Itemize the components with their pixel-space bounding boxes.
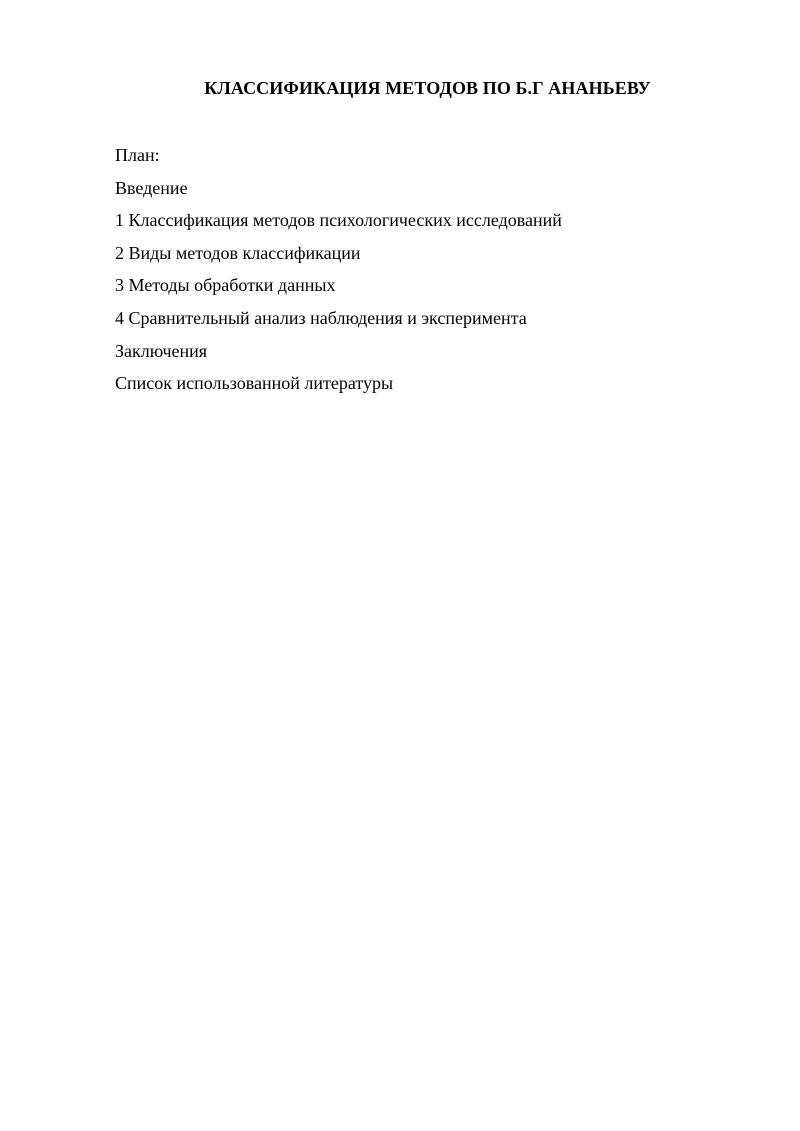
plan-list xyxy=(115,172,735,400)
plan-item-chapter-1: 1 Классификация методов психологических исследований xyxy=(115,210,562,231)
plan-heading: План: xyxy=(115,145,160,165)
plan-item-conclusion: Заключения xyxy=(115,340,208,361)
plan-item-chapter-4: 4 Сравнительный анализ наблюдения и эксперимента xyxy=(115,307,527,328)
plan-item-chapter-3: 3 Методы обработки данных xyxy=(115,275,336,296)
plan-item-chapter-2: 2 Виды методов классификации xyxy=(115,242,361,263)
plan-item-bibliography: Список использованной литературы xyxy=(115,373,394,394)
document-title: КЛАССИФИКАЦИЯ МЕТОДОВ ПО Б.Г АНАНЬЕВУ xyxy=(204,78,651,98)
plan-section xyxy=(115,139,735,400)
plan-item-introduction: Введение xyxy=(115,177,188,198)
